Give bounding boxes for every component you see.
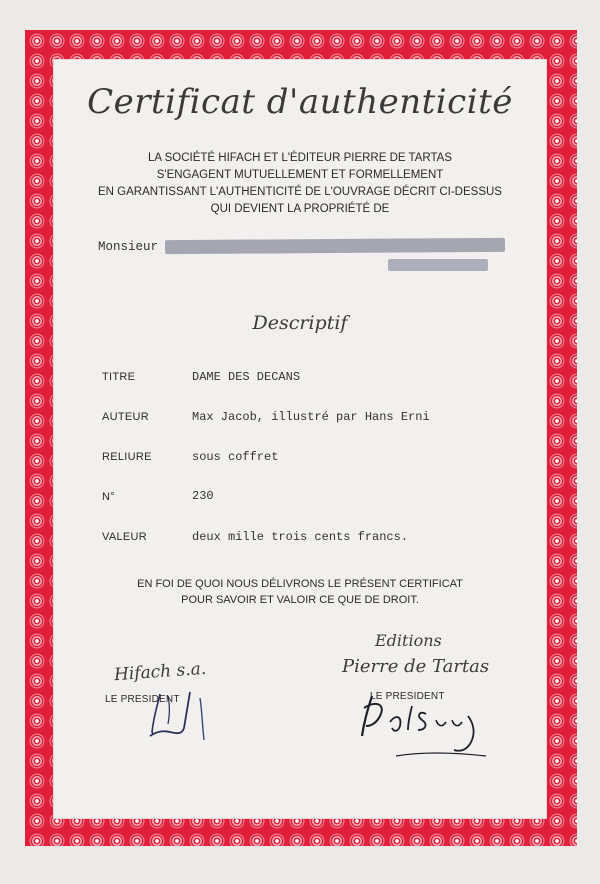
recipient-label: Monsieur	[98, 240, 159, 254]
left-signature-mark	[140, 684, 230, 746]
redacted-name-bar	[165, 238, 505, 254]
field-value-reliure: sous coffret	[192, 450, 279, 464]
field-value-numero: 230	[192, 489, 214, 503]
certificate-title: Certificat d'authenticité	[87, 82, 513, 122]
field-label-auteur: AUTEUR	[102, 411, 150, 423]
intro-line: QUI DEVIENT LA PROPRIÉTÉ DE	[210, 203, 390, 215]
left-company-name: Hifach s.a.	[113, 658, 207, 686]
intro-line: LA SOCIÉTÉ HIFACH ET L'ÉDITEUR PIERRE DE TARTAS	[147, 152, 453, 164]
field-value-valeur: deux mille trois cents francs.	[192, 530, 409, 544]
closing-text	[90, 576, 510, 608]
field-label-titre: TITRE	[102, 371, 136, 383]
field-label-valeur: VALEUR	[102, 531, 147, 543]
right-signature-mark	[350, 686, 500, 766]
field-label-reliure: RELIURE	[102, 451, 152, 463]
intro-line: S'ENGAGENT MUTUELLEMENT ET FORMELLEMENT	[156, 169, 444, 181]
closing-line: POUR SAVOIR ET VALOIR CE QUE DE DROIT.	[181, 594, 419, 606]
left-president-label: LE PRESIDENT	[105, 694, 180, 705]
section-title-descriptif: Descriptif	[252, 312, 348, 334]
right-company-line2: Pierre de Tartas	[342, 656, 490, 677]
closing-line: EN FOI DE QUOI NOUS DÉLIVRONS LE PRÉSENT CERTIFICAT	[137, 578, 463, 590]
intro-text	[90, 150, 510, 218]
right-company-line1: Editions	[375, 631, 442, 650]
field-value-auteur: Max Jacob, illustré par Hans Erni	[192, 410, 430, 424]
field-value-titre: DAME DES DECANS	[192, 370, 301, 384]
redacted-name-bar-secondary	[388, 259, 488, 271]
field-label-numero: N°	[102, 491, 115, 503]
right-president-label: LE PRESIDENT	[370, 691, 445, 702]
intro-line: EN GARANTISSANT L'AUTHENTICITÉ DE L'OUVRAGE DÉCRIT CI-DESSUS	[98, 186, 502, 198]
